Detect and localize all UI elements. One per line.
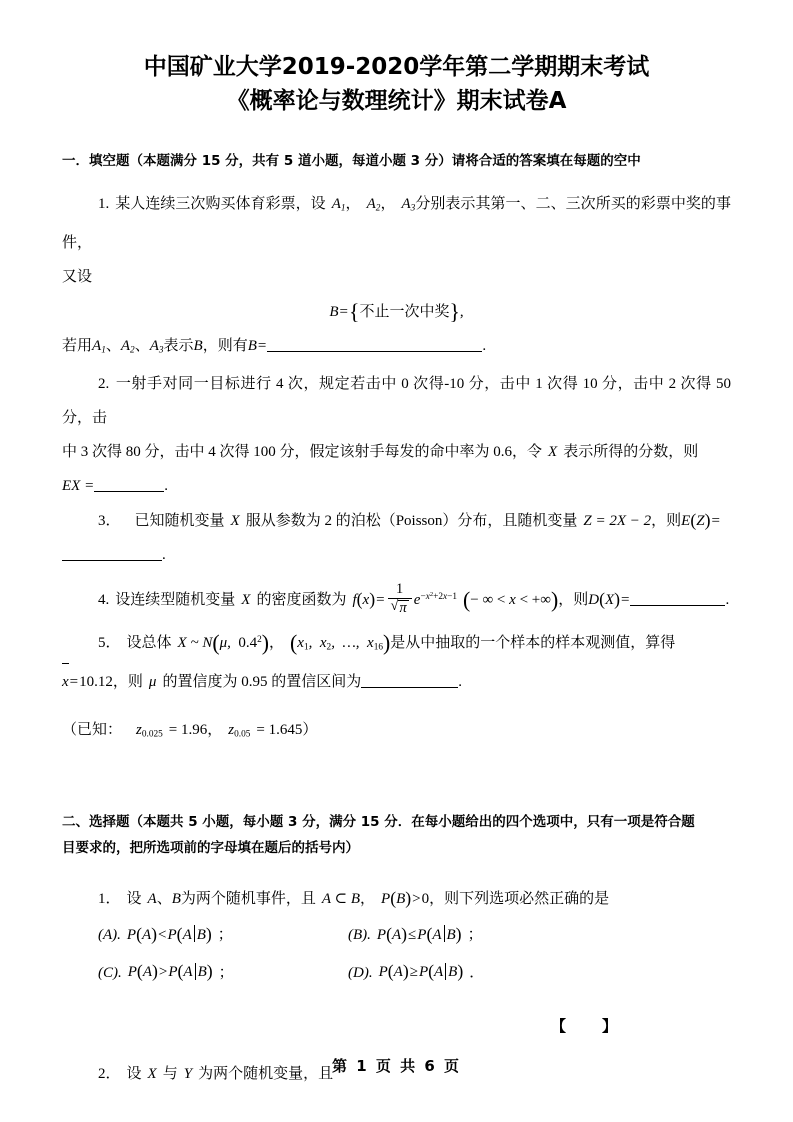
q1-var-a1: $A_1$ [331,196,346,214]
mc1-option-d-label: (D). [348,964,373,981]
q1-text-c: 又设 [62,268,93,285]
q3-ez-label: E(Z)= [681,510,720,531]
question-1-3-line2 [62,538,731,572]
q1-text-a: 某人连续三次购买体育彩票，设 [115,196,326,212]
section-2-heading-line-2: 目要求的，把所选项前的字母填在题后的括号内） [62,840,359,857]
q1-tail: . [482,337,487,354]
mc1-option-c-label: (C). [98,964,122,981]
mc2-text-c: 为两个随机变量，且 [198,1066,334,1083]
question-1-1-cont [62,260,731,294]
mc1-option-a-expr: P(A)<P(A B) [126,923,212,944]
document-title [62,50,731,118]
q4-tail: . [725,592,730,609]
q1-var-a2: $A_2$ [366,196,381,214]
mc1-option-d-tail: ． [469,964,485,981]
mc1-text-a: 设 [126,890,142,907]
bracket-close: 】 [601,1017,653,1036]
q4-text-b: 的密度函数为 [256,592,347,609]
mc1-option-b-expr: P(A)≤P(A B) [376,923,462,944]
q4-text-a: 设连续型随机变量 [115,592,236,609]
q2-number: 2. [98,376,110,393]
q1-ref-a3: $A_3$ [149,337,164,356]
q5-answer-blank[interactable] [361,687,458,688]
q5-text-a: 设总体 [126,634,172,651]
question-1-5-line2: x=10.12，则 μ 的置信度为 0.95 的置信区间为 . [62,665,731,699]
q3-text-a: 已知随机变量 [134,512,225,529]
mc1-options-row-2 [98,954,731,992]
title-line-2: 《概率论与数理统计》期末试卷A [226,88,567,114]
question-1-1-line3: 若用$A_1$、$A_2$、$A_3$表示B，则有B= . [62,337,487,356]
q3-tail: . [162,546,166,563]
q1-var-a3: $A_3$ [401,196,416,214]
note-z2: $z_{0.05}$ [228,721,251,740]
question-2-1 [62,881,731,916]
title-line-1: 中国矿业大学2019-2020学年第二学期期末考试 [143,54,650,80]
q1-text-e: 表示 [163,337,194,354]
q5-number: 5． [98,634,121,651]
q5-line2-b: ，则 [112,673,143,690]
question-1-2-line3 [62,469,731,503]
mc1-answer-bracket[interactable] [62,1011,731,1041]
question-1-5: 5． 设总体 X ~ N(μ, $0.4^2$)， ($x_1$, $x_2$, …, $x_{16}$)是从中抽取的一个样本的样本观测值，算得 [98,630,676,655]
mc1-text-b: 为两个随机事件，且 [180,890,316,907]
q4-exp: $e^{-x^2+2x-1}$ [413,590,458,609]
q2-line1: 一射手对同一目标进行 4 次，规定若击中 0 次得-10 分，击中 1 次得 10 分，击中 2 次得 50 分，击 [62,376,731,427]
mc1-text-c: ，则下列选项必然正确的是 [429,890,610,907]
question-1-1: 1. 某人连续三次购买体育彩票，设 $A_1$， $A_2$， $A_3$分别表示其第一、二、三次所买的彩票中奖的事件， [62,196,731,251]
q2-line2-a: 中 3 次得 80 分，击中 4 次得 100 分，假定该射手每发的命中率为 0.6，令 [62,444,543,461]
q2-tail: . [164,478,168,495]
note-close: ） [302,721,318,738]
note-z1: $z_{0.025}$ [136,721,163,740]
mc2-number: 2． [98,1066,121,1083]
mc1-comma: ， [360,890,376,907]
q5-distribution: X ~ N(μ, $0.4^2$) [177,630,270,655]
q1-number: 1. [98,196,110,212]
q1-center-formula: B={不止一次中奖}, [329,299,464,324]
q2-line2-b: 表示所得的分数，则 [563,444,699,461]
q4-dx-label: D(X)= [588,589,630,610]
mc2-text-a: 设 [126,1066,142,1083]
q3-number: 3． [98,512,121,529]
q1-text-d: 若用 [62,337,93,354]
q3-formula-z: Z = 2X − 2 [583,512,652,529]
note-open: （已知： [62,721,123,738]
q2-ex-label: EX = [62,478,95,495]
q4-number: 4. [98,592,110,609]
mc1-option-b-tail: ； [467,926,483,943]
q1-brace-content: 不止一次中奖 [359,301,450,320]
mc1-option-a[interactable] [98,916,348,954]
q4-text-c: ，则 [558,592,589,609]
mc1-var-a: A [147,890,157,907]
section-2-heading-line-1: 二、选择题（本题共 5 小题，每小题 3 分，满分 15 分．在每小题给出的四个选项中，只有一项是符合题 [62,814,695,831]
section-1-note [62,713,731,752]
question-1-2-line2: 中 3 次得 80 分，击中 4 次得 100 分，假定该射手每发的命中率为 0.6，令 X 表示所得的分数，则 [62,444,699,461]
mc1-cond-1: A ⊂ B [321,890,361,907]
q5-sample: ($x_1$, $x_2$, …, $x_{16}$) [290,630,391,655]
mc1-option-a-tail: ； [217,926,233,943]
mc1-option-d[interactable] [348,954,598,992]
q2-answer-blank[interactable] [94,491,164,492]
q3-text-b: 服从参数为 2 的泊松（Poisson）分布，且随机变量 [245,512,578,529]
page-footer: 第 1 页 共 6 页 [332,1057,461,1075]
bracket-open: 【 [550,1017,602,1036]
mc2-var-y: Y [183,1066,193,1083]
mc1-var-b: B [171,890,181,907]
mc1-option-d-expr: P(A)≥P(A B) [378,961,464,982]
mc1-option-c[interactable] [98,954,348,992]
q5-tail: . [458,673,462,690]
mc2-text-b: 与 [162,1066,178,1083]
q1-ref-a2: $A_2$ [120,337,135,356]
q5-line2-c: 的置信度为 0.95 的置信区间为 [162,673,362,690]
note-z1-value: = 1.96 [168,721,208,738]
mc1-options-row-1 [98,916,731,954]
mc2-var-x: X [147,1066,157,1083]
q4-fraction: 1 √ π [388,582,412,616]
question-1-2 [62,367,731,435]
mc1-options [62,916,731,992]
q4-answer-blank[interactable] [630,605,725,606]
q1-answer-blank[interactable] [267,351,482,352]
q4-domain: (− ∞ < x < +∞) [463,588,559,613]
q1-text-b: 分别表示其第一、二、三次所买的彩票中奖的事件， [62,196,731,251]
note-comma: ， [207,721,223,738]
q1-ref-a1: $A_1$ [92,337,106,356]
q5-text-b: 是从中抽取的一个样本的样本观测值，算得 [390,634,676,651]
q3-text-c: ，则 [651,512,682,529]
q3-answer-blank[interactable] [62,560,162,561]
mc1-sep: 、 [156,890,172,907]
mc1-option-c-expr: P(A)>P(A B) [127,961,213,982]
question-1-4: 4. 设连续型随机变量 X 的密度函数为 f(x)= 1 √ π $e^{-x^2+2x-1}$ (− ∞ < x < +∞)，则D(X)= . [62,572,731,623]
mc1-option-b-label: (B). [348,926,371,943]
q4-fx-label: f(x)= [352,589,385,610]
mc1-cond-2: P(B)>0 [381,888,430,909]
mc1-option-b[interactable] [348,916,598,954]
note-z2-value: = 1.645 [256,721,303,738]
mc1-number: 1． [98,890,121,907]
q5-xbar: x=10.12 [62,674,113,690]
mc1-option-c-tail: ； [218,964,234,981]
question-1-3: 3． 已知随机变量 X 服从参数为 2 的泊松（Poisson）分布，且随机变量 Z = 2X − 2，则E(Z)= [98,510,720,531]
mc1-option-a-label: (A). [98,926,121,943]
section-1-heading: 一．填空题（本题满分 15 分，共有 5 道小题，每道小题 3 分）请将合适的答案填在每题的空中 [62,153,641,169]
q1-text-f: ，则有 [202,337,248,354]
